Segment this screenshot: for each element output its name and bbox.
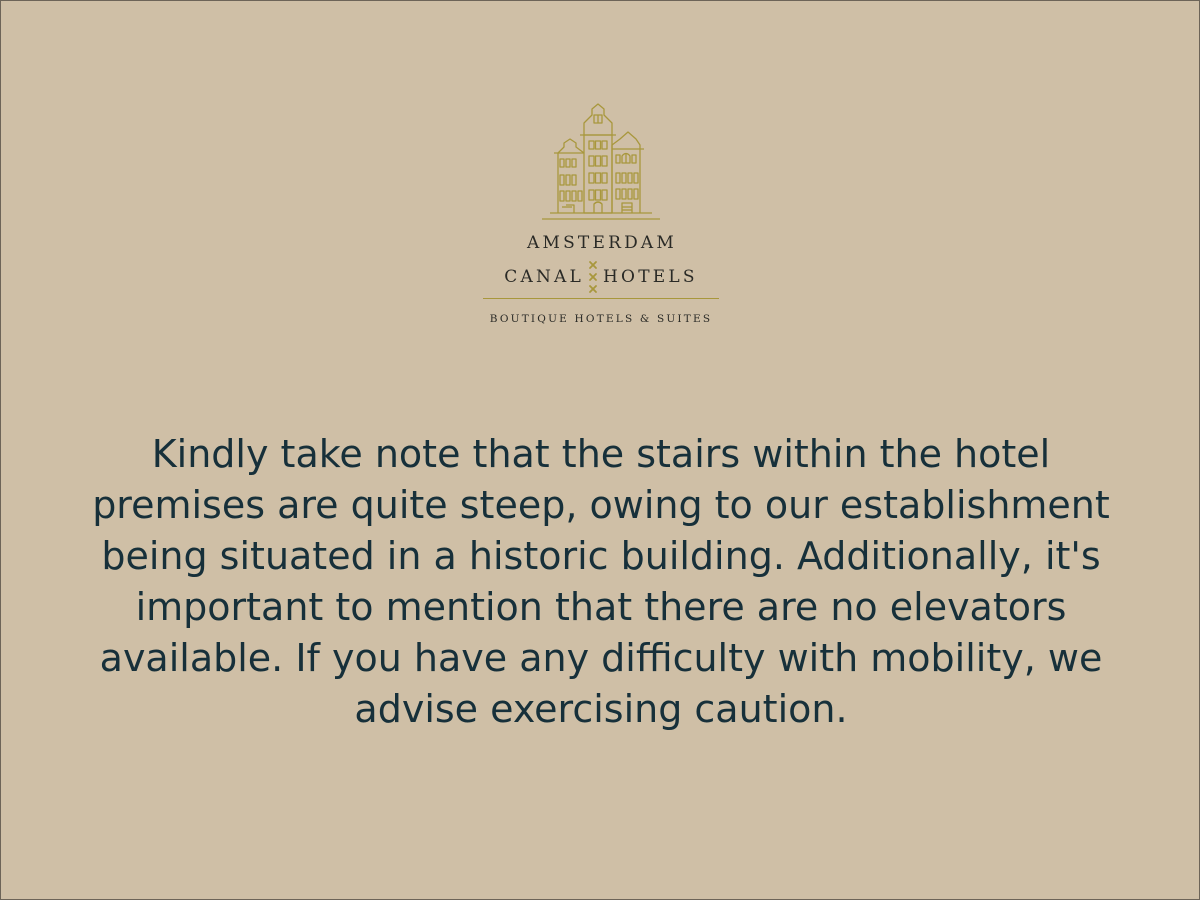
- brand-tagline: BOUTIQUE HOTELS & SUITES: [489, 313, 713, 325]
- brand-name-amsterdam: AMSTERDAM: [527, 233, 677, 253]
- triple-x-icon: [588, 260, 598, 294]
- stairs-notice-text: Kindly take note that the stairs within the hotel premises are quite steep, owing to our establishment being situated in a historic building. Additionally, it's important to mention that there are no elevators available. If you have any difficulty with mobility, we advise exercising caution.: [92, 432, 1110, 731]
- brand-name-line2: [504, 260, 697, 294]
- hotel-logo: [1, 101, 1200, 325]
- brand-divider: [483, 298, 719, 299]
- brand-name-hotels: HOTELS: [603, 267, 698, 287]
- brand-name-canal: CANAL: [504, 267, 585, 287]
- canal-houses-icon: [536, 101, 666, 223]
